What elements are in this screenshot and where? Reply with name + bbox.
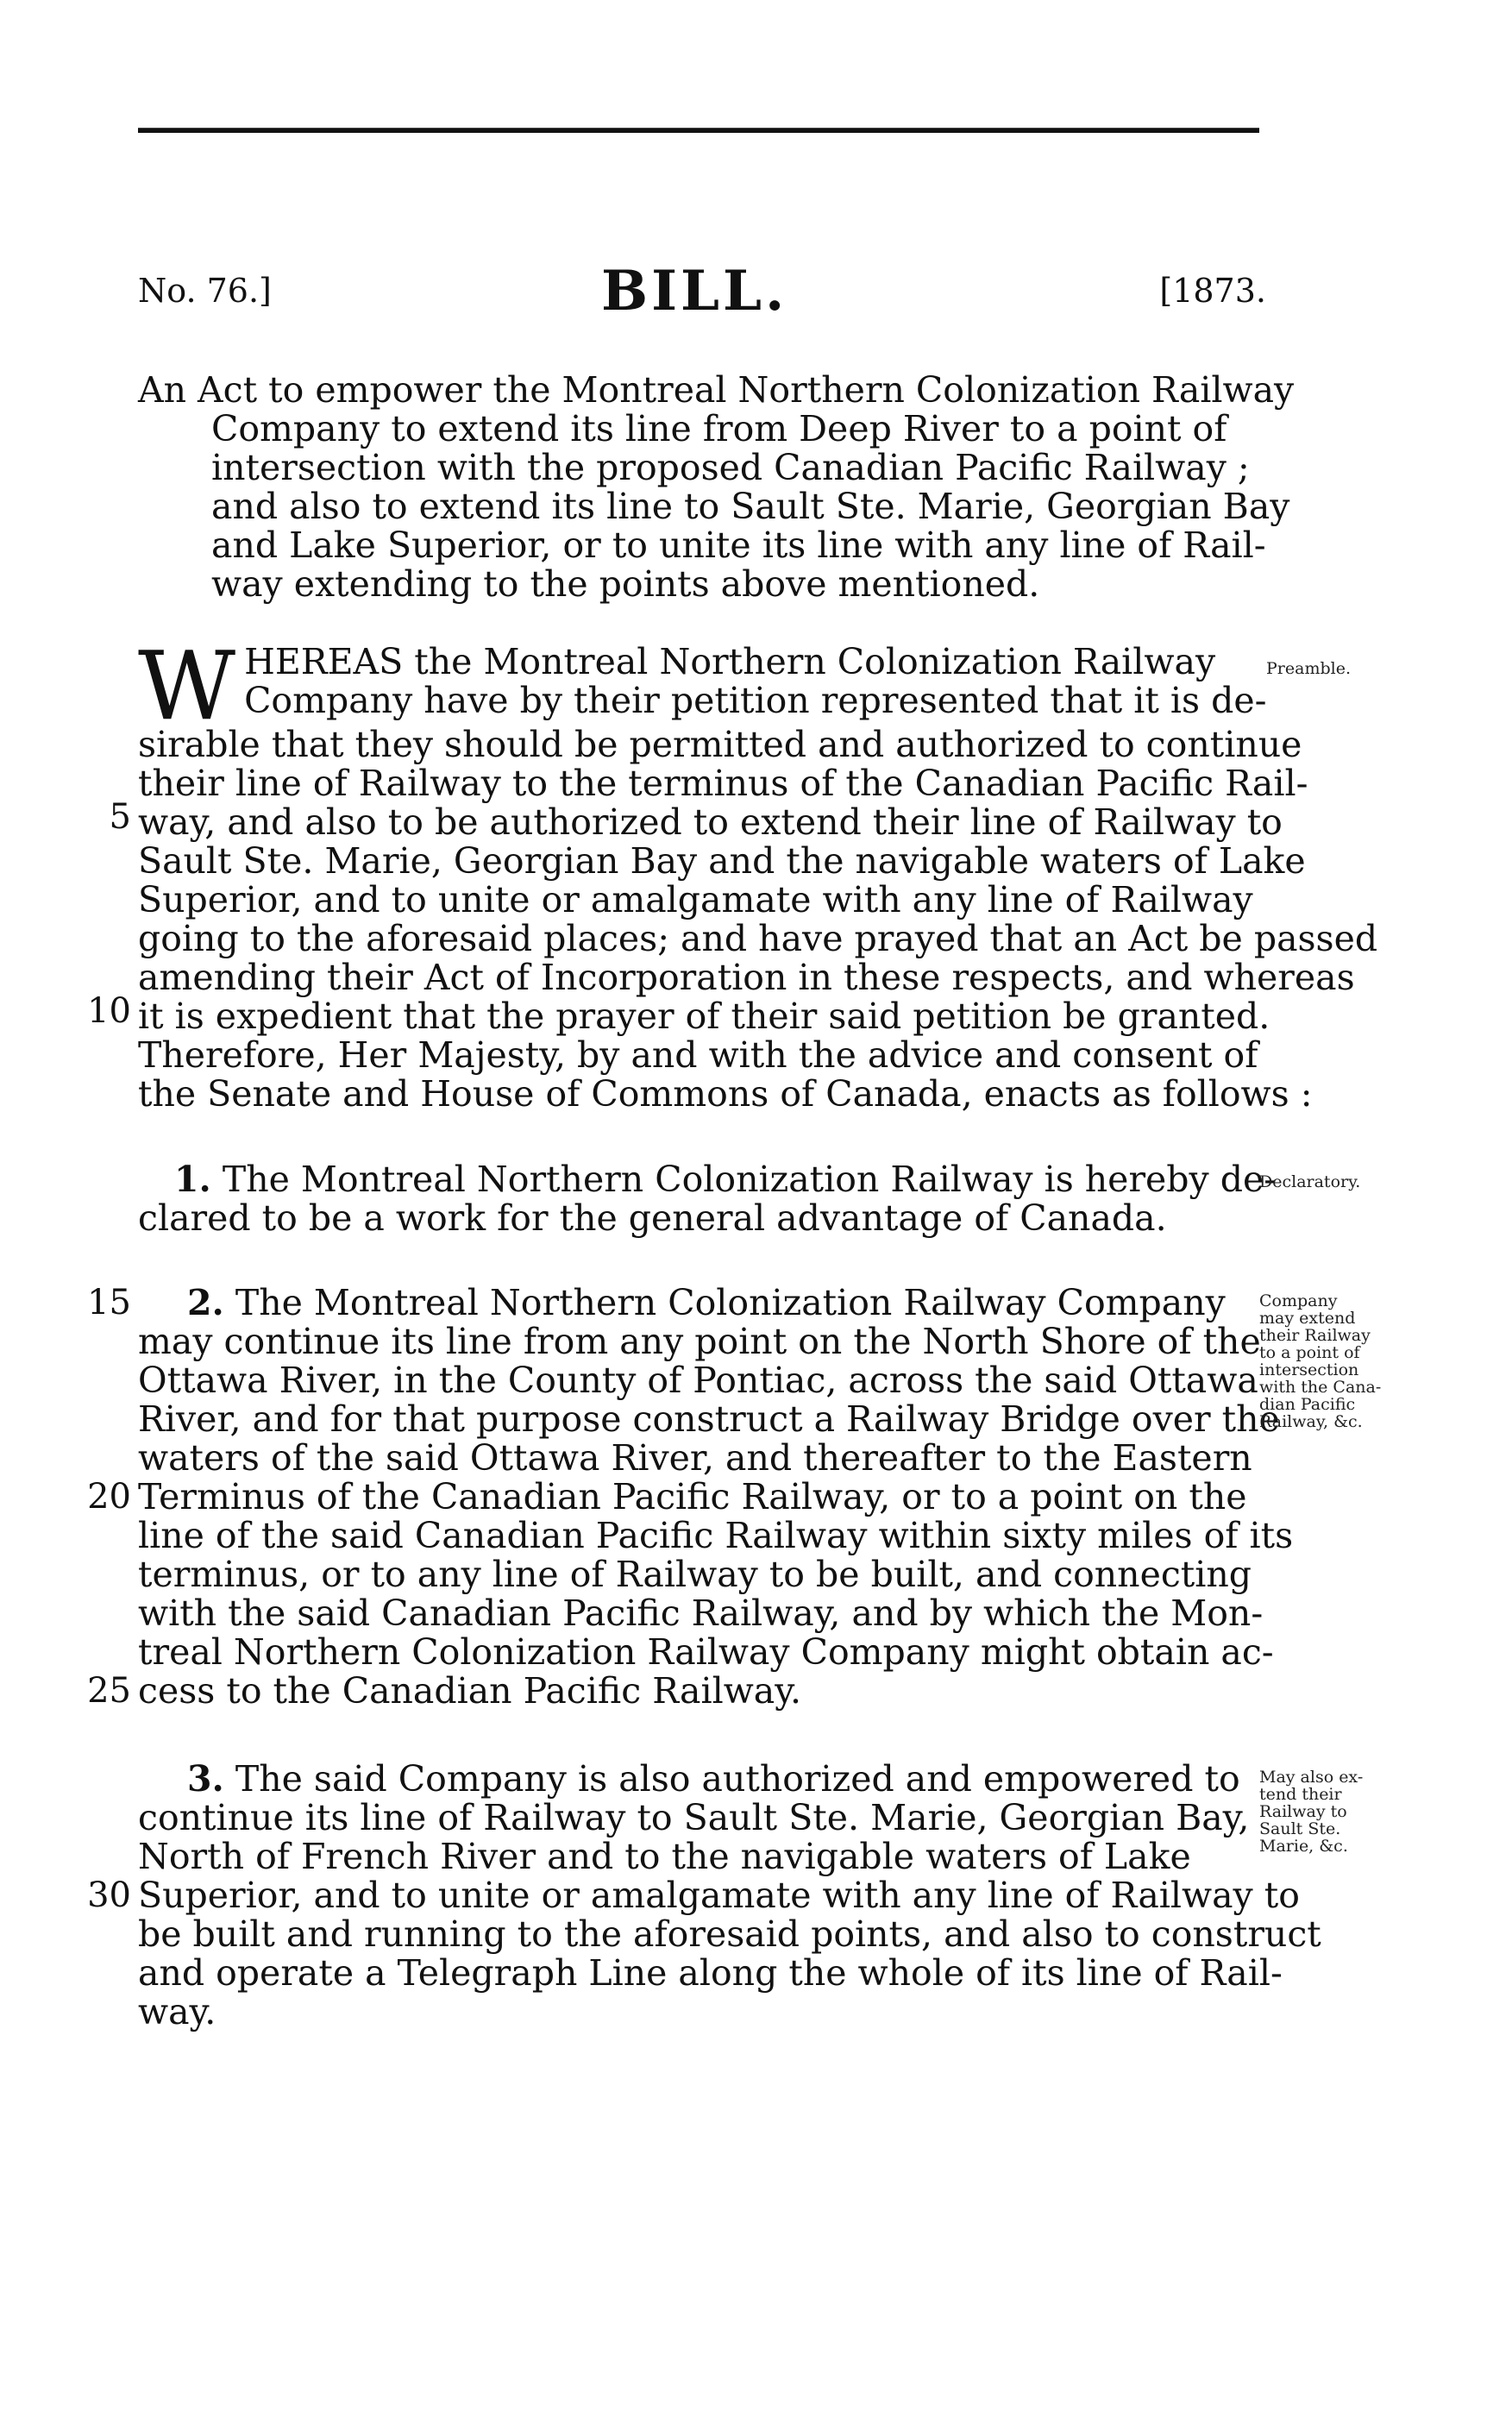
section-line: North of French River and to the navigable waters of Lake	[138, 1836, 1191, 1877]
preamble-line: their line of Railway to the terminus of the Canadian Pacific Rail-	[138, 763, 1308, 804]
margin-note-line: dian Pacific	[1259, 1395, 1356, 1414]
section-line: be built and running to the aforesaid points, and also to construct	[138, 1913, 1321, 1955]
title-line: An Act to empower the Montreal Northern Colonization Railway	[138, 369, 1295, 411]
section-line	[138, 1159, 1277, 1200]
section-line: Superior, and to unite or amalgamate with any line of Railway to	[138, 1875, 1300, 1916]
title-line: Company to extend its line from Deep River to a point of	[211, 408, 1227, 449]
line-number: 20	[87, 1477, 131, 1517]
line-number: 15	[87, 1283, 131, 1322]
bill-heading: BILL.	[601, 259, 788, 324]
section-1	[138, 1159, 1277, 1239]
section-text: The Montreal Northern Colonization Railway Company	[235, 1282, 1226, 1323]
line-number: 25	[87, 1671, 131, 1711]
title-line: intersection with the proposed Canadian Pacific Railway ;	[211, 447, 1250, 488]
margin-note-section-3	[1259, 1768, 1363, 1855]
margin-note-line: tend their	[1259, 1785, 1342, 1804]
title-line: and also to extend its line to Sault Ste. Marie, Georgian Bay	[211, 486, 1290, 527]
section-text: The Montreal Northern Colonization Railway is hereby de-	[222, 1159, 1277, 1200]
preamble-line: Superior, and to unite or amalgamate with any line of Railway	[138, 879, 1253, 920]
margin-note-preamble	[1266, 660, 1351, 677]
margin-note-line: to a point of	[1259, 1343, 1360, 1362]
section-line: may continue its line from any point on the North Shore of the	[138, 1321, 1261, 1362]
line-number: 10	[87, 991, 131, 1031]
margin-note-section-2	[1259, 1292, 1381, 1430]
section-text: The said Company is also authorized and empowered to	[235, 1758, 1240, 1800]
margin-note-line: with the Cana-	[1259, 1378, 1382, 1397]
act-title	[138, 369, 1295, 605]
preamble-line: sirable that they should be permitted and authorized to continue	[138, 724, 1302, 765]
bill-year: [1873.	[1159, 272, 1266, 310]
margin-note-line: intersection	[1259, 1360, 1359, 1379]
section-line: waters of the said Ottawa River, and thereafter to the Eastern	[138, 1437, 1252, 1479]
preamble-line: Therefore, Her Majesty, by and with the advice and consent of	[138, 1034, 1258, 1076]
section-number: 1.	[174, 1159, 211, 1200]
section-line: clared to be a work for the general advantage of Canada.	[138, 1197, 1167, 1239]
section-line: cess to the Canadian Pacific Railway.	[138, 1670, 801, 1712]
preamble-line: the Senate and House of Commons of Canada, enacts as follows :	[138, 1073, 1313, 1115]
margin-note-line: Railway to	[1259, 1802, 1347, 1821]
section-line: River, and for that purpose construct a Railway Bridge over the	[138, 1398, 1280, 1440]
section-line: treal Northern Colonization Railway Company might obtain ac-	[138, 1631, 1274, 1673]
line-number: 30	[87, 1875, 131, 1915]
margin-note-section-1	[1259, 1173, 1360, 1191]
title-line: and Lake Superior, or to unite its line with any line of Rail-	[211, 525, 1266, 566]
preamble-line: way, and also to be authorized to extend their line of Railway to	[138, 801, 1283, 843]
line-number: 5	[109, 797, 131, 837]
section-2	[138, 1282, 1294, 1712]
margin-note-line: their Railway	[1259, 1326, 1371, 1345]
margin-note-line: Marie, &c.	[1259, 1837, 1348, 1856]
preamble-line: going to the aforesaid places; and have prayed that an Act be passed	[138, 918, 1378, 959]
margin-note-line: Preamble.	[1266, 659, 1351, 678]
preamble-line: HEREAS the Montreal Northern Colonization Railway	[244, 641, 1216, 682]
margin-note-line: Declaratory.	[1259, 1172, 1361, 1191]
margin-note-line: may extend	[1259, 1309, 1356, 1328]
section-number: 3.	[187, 1758, 224, 1800]
bill-number: No. 76.]	[138, 272, 272, 310]
section-line: terminus, or to any line of Railway to be built, and connecting	[138, 1554, 1252, 1595]
section-line: Terminus of the Canadian Pacific Railway, or to a point on the	[138, 1476, 1247, 1517]
section-line	[138, 1760, 1259, 1799]
preamble-line: amending their Act of Incorporation in these respects, and whereas	[138, 957, 1355, 998]
section-line: way.	[138, 1991, 216, 2032]
top-rule	[138, 128, 1259, 133]
section-number: 2.	[187, 1282, 224, 1323]
section-line: with the said Canadian Pacific Railway, and by which the Mon-	[138, 1593, 1264, 1634]
margin-note-line: May also ex-	[1259, 1768, 1364, 1787]
title-line: way extending to the points above mentioned.	[211, 563, 1040, 605]
section-line: and operate a Telegraph Line along the whole of its line of Rail-	[138, 1952, 1283, 1994]
preamble-line: it is expedient that the prayer of their said petition be granted.	[138, 996, 1270, 1037]
margin-note-line: Sault Ste.	[1259, 1819, 1341, 1838]
dropcap: W	[138, 631, 236, 741]
preamble-line: Company have by their petition represented that it is de-	[244, 680, 1267, 721]
margin-note-line: Company	[1259, 1291, 1338, 1310]
section-line: line of the said Canadian Pacific Railway within sixty miles of its	[138, 1515, 1294, 1556]
section-line	[138, 1284, 1259, 1322]
preamble-line: Sault Ste. Marie, Georgian Bay and the navigable waters of Lake	[138, 840, 1306, 882]
section-line: Ottawa River, in the County of Pontiac, across the said Ottawa	[138, 1360, 1258, 1401]
margin-note-line: Railway, &c.	[1259, 1412, 1363, 1431]
section-line: continue its line of Railway to Sault Ste. Marie, Georgian Bay,	[138, 1797, 1250, 1838]
